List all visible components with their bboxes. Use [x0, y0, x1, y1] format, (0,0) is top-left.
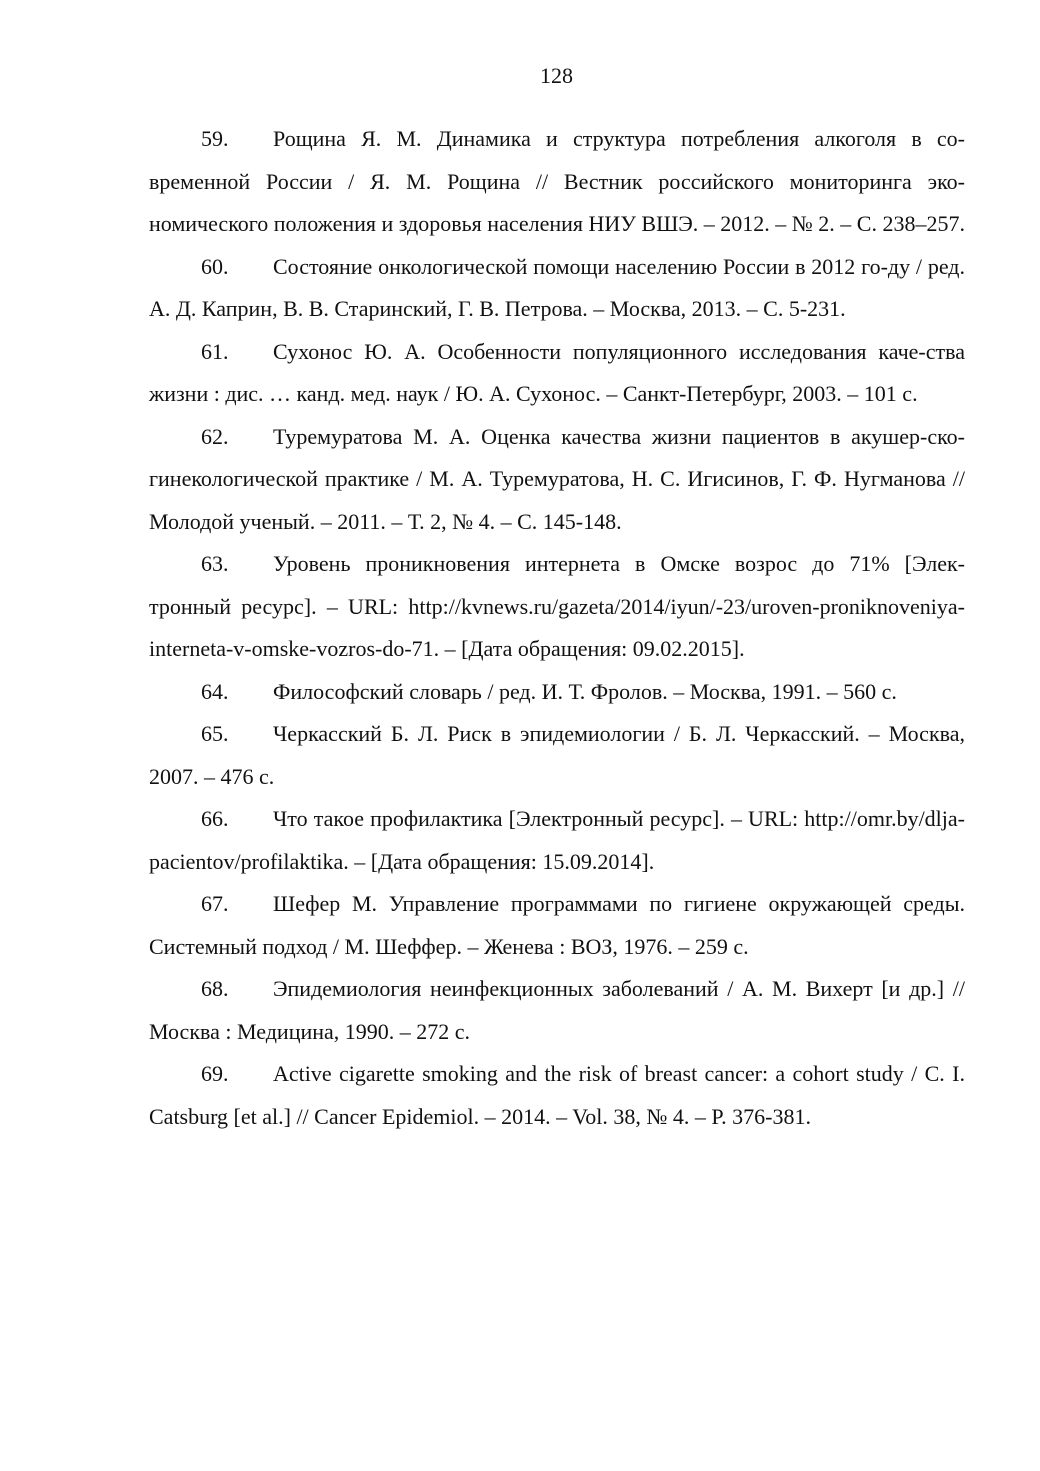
reference-item — [149, 968, 965, 1053]
reference-number: 59. — [201, 126, 229, 151]
reference-text: Уровень проникновения интернета в Омске возрос до 71% [Элек-тронный ресурс]. – URL: http://kvnews.ru/gazeta/2014/iyun/-23/uroven-proniknoveniya-interneta-v-omske-vozros-do-71. – [Дата обращения: 09.02.2015]. — [149, 551, 965, 661]
reference-number: 67. — [201, 891, 229, 916]
reference-number: 62. — [201, 423, 229, 449]
reference-item — [149, 118, 965, 246]
reference-text: Философский словарь / ред. И. Т. Фролов. – Москва, 1991. – 560 с. — [273, 678, 897, 704]
reference-text: Состояние онкологической помощи населению России в 2012 го-ду / ред. А. Д. Каприн, В. В. Старинский, Г. В. Петрова. – Москва, 2013. – С. 5-231. — [149, 253, 965, 321]
reference-item — [149, 246, 965, 331]
reference-text: Эпидемиология неинфекционных заболеваний / А. М. Вихерт [и др.] // Москва : Медицина, 1990. – 272 с. — [149, 976, 965, 1044]
reference-item — [149, 543, 965, 671]
reference-number: 69. — [201, 1061, 229, 1086]
reference-item — [149, 1053, 965, 1138]
reference-text: Черкасский Б. Л. Риск в эпидемиологии / Б. Л. Черкасский. – Москва, 2007. – 476 с. — [149, 721, 965, 789]
reference-text: Сухонос Ю. А. Особенности популяционного исследования каче-ства жизни : дис. … канд. мед. наук / Ю. А. Сухонос. – Санкт-Петербург, 2003. – 101 с. — [149, 338, 965, 406]
reference-item — [149, 331, 965, 416]
page-number: 128 — [540, 63, 573, 88]
reference-item — [149, 883, 965, 968]
reference-number: 66. — [201, 806, 229, 831]
reference-text: Active cigarette smoking and the risk of breast cancer: a cohort study / C. I. Catsburg [et al.] // Cancer Epidemiol. – 2014. – Vol. 38, № 4. – P. 376-381. — [149, 1061, 965, 1129]
reference-item — [149, 713, 965, 798]
reference-number: 65. — [201, 721, 229, 746]
reference-text: Рощина Я. М. Динамика и структура потребления алкоголя в со-временной России / Я. М. Рощина // Вестник российского мониторинга эко-номического положения и здоровья населения НИУ ВШЭ. – 2012. – № 2. – С. 238–257. — [149, 126, 965, 236]
reference-text: Туремуратова М. А. Оценка качества жизни пациентов в акушер-ско-гинекологической практике / М. А. Туремуратова, Н. С. Игисинов, Г. Ф. Нугманова // Молодой ученый. – 2011. – Т. 2, № 4. – С. 145-148. — [149, 423, 965, 534]
reference-item — [149, 671, 965, 714]
reference-number: 61. — [201, 338, 229, 364]
reference-number: 60. — [201, 253, 229, 279]
reference-number: 68. — [201, 976, 229, 1001]
reference-text: Что такое профилактика [Электронный ресурс]. – URL: http://omr.by/dlja-pacientov/profilaktika. – [Дата обращения: 15.09.2014]. — [149, 806, 965, 874]
reference-number: 64. — [201, 678, 229, 704]
reference-item — [149, 798, 965, 883]
reference-item — [149, 416, 965, 544]
reference-list — [149, 118, 965, 1138]
reference-number: 63. — [201, 551, 229, 576]
reference-text: Шефер М. Управление программами по гигиене окружающей среды. Системный подход / М. Шеффер. – Женева : ВОЗ, 1976. – 259 с. — [149, 891, 965, 959]
